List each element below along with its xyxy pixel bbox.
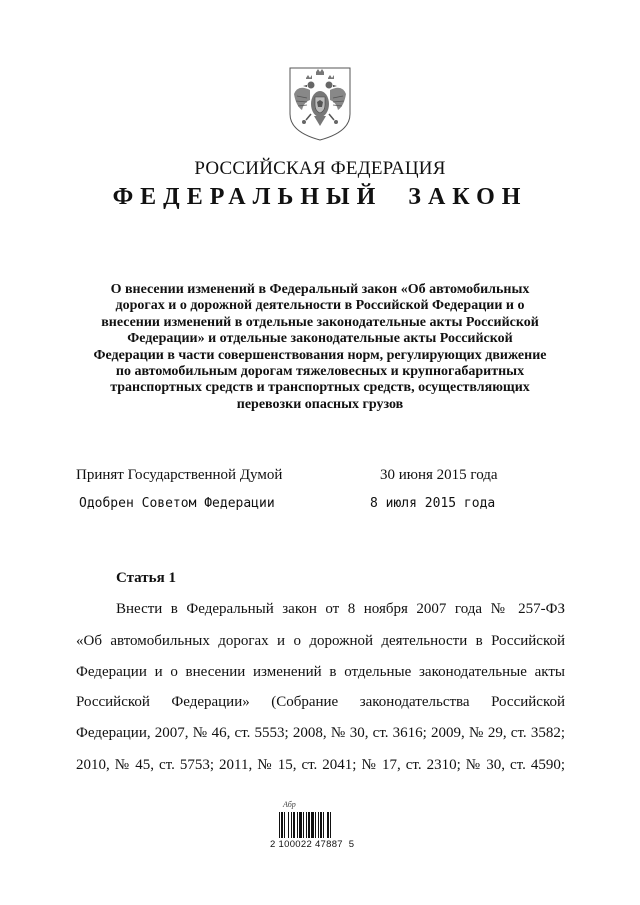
article-text-line: «Об автомобильных дорогах и о дорожной деятельности в Российской xyxy=(76,633,565,649)
article-text-line: Российской Федерации» (Собрание законодательства Российской xyxy=(76,694,565,710)
law-title xyxy=(70,282,570,413)
article-text-line: Внести в Федеральный закон от 8 ноября 2007 года № 257-ФЗ xyxy=(116,601,565,617)
law-title-line: О внесении изменений в Федеральный закон «Об автомобильных xyxy=(110,282,530,297)
law-title-line: Федерации» и отдельные законодательные акты Российской xyxy=(127,331,513,347)
law-title-line: внесении изменений в отдельные законодательные акты Российской xyxy=(101,314,539,330)
article-text-line: Федерации и о внесении изменений в отдельные законодательные акты xyxy=(76,664,565,680)
law-title-line: дорогах и о дорожной деятельности в Российской Федерации и о xyxy=(115,298,525,314)
country-name: РОССИЙСКАЯ ФЕДЕРАЦИЯ xyxy=(194,158,446,179)
council-date: 8 июля 2015 года xyxy=(370,496,496,511)
coat-of-arms-icon xyxy=(288,66,352,142)
document-type: ФЕДЕРАЛЬНЫЙ ЗАКОН xyxy=(112,184,528,210)
registration-stamp: Абр xyxy=(283,800,296,809)
adoption-duma xyxy=(76,467,516,487)
barcode-icon xyxy=(279,812,363,838)
duma-label: Принят Государственной Думой xyxy=(76,467,283,483)
adoption-council xyxy=(76,496,516,516)
council-label: Одобрен Советом Федерации xyxy=(79,496,275,511)
barcode-number: 2 100022 47887 5 xyxy=(270,839,355,850)
article-text-line: Федерации, 2007, № 46, ст. 5553; 2008, № 30, ст. 3616; 2009, № 29, ст. 3582; xyxy=(76,725,565,741)
law-title-line: транспортных средств и транспортных средств, осуществляющих xyxy=(110,380,530,396)
article-text-line: 2010, № 45, ст. 5753; 2011, № 15, ст. 2041; № 17, ст. 2310; № 30, ст. 4590; xyxy=(76,757,565,773)
law-title-line: перевозки опасных грузов xyxy=(236,396,404,412)
law-title-line: Федерации в части совершенствования норм, регулирующих движение xyxy=(93,347,547,363)
duma-date: 30 июня 2015 года xyxy=(380,467,498,483)
article-heading: Статья 1 xyxy=(116,570,176,586)
law-title-line: по автомобильным дорогам тяжеловесных и крупногабаритных xyxy=(115,364,525,380)
